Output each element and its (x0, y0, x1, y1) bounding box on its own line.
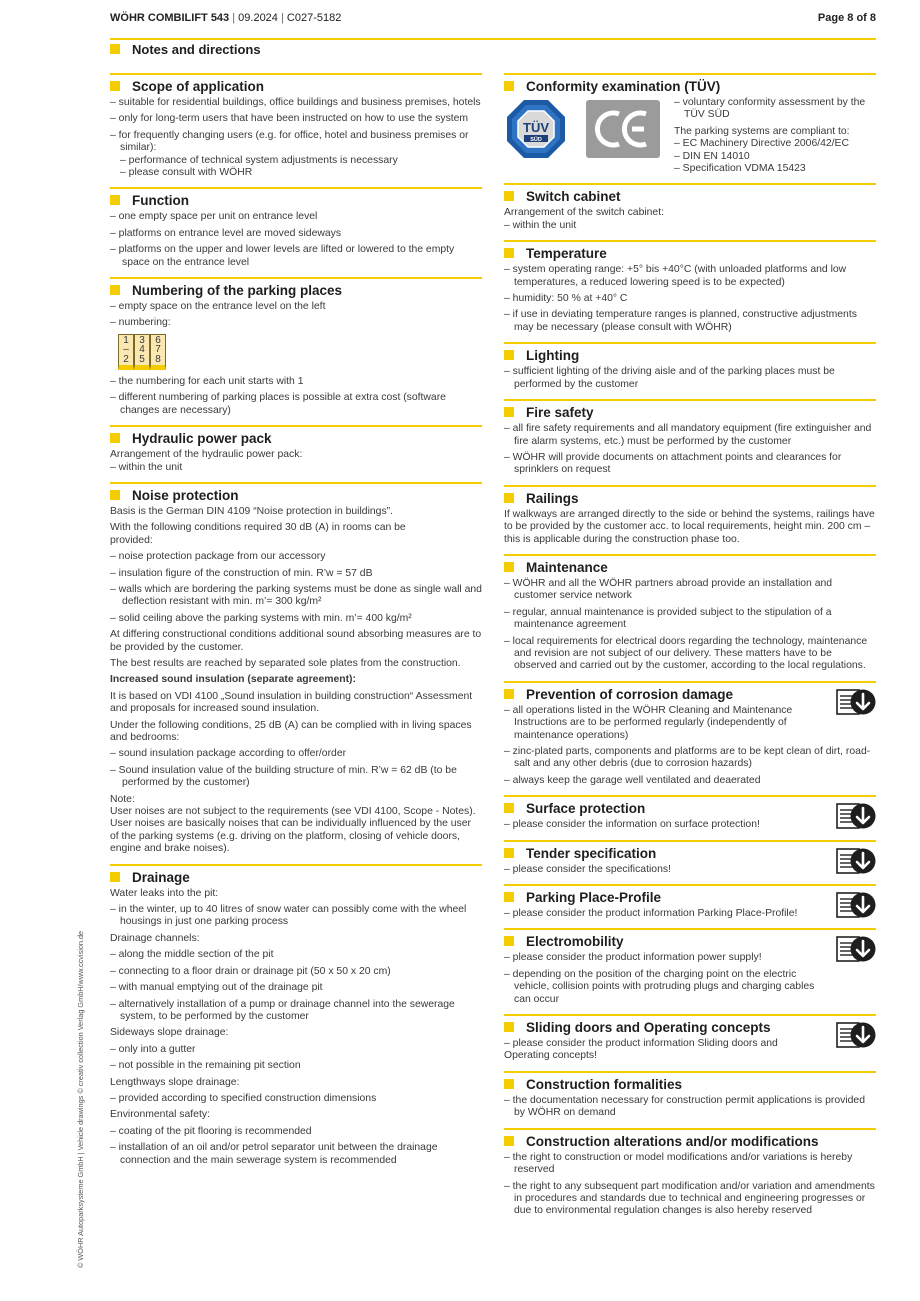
section-heading: Parking Place-Profile (504, 889, 876, 906)
section-noise (110, 482, 482, 856)
product-name: WÖHR COMBILIFT 543 (110, 12, 230, 24)
group-label: Water leaks into the pit: (110, 887, 219, 899)
document-download-icon[interactable] (836, 847, 876, 875)
list-item: – solid ceiling above the parking systems with min. m’= 400 kg/m² (110, 612, 412, 624)
tuv-sud-logo-icon (506, 99, 566, 159)
document-download-icon[interactable] (836, 891, 876, 919)
section-temperature (504, 240, 876, 334)
list-item: – the right to any subsequent part modification and/or variation and amendments in procedures and standards due to technical and engineering progresses or due to environmental regulation changes is also hereby reserved (504, 1180, 875, 1217)
yellow-square-icon (504, 407, 514, 417)
document-download-icon[interactable] (836, 802, 876, 830)
section-heading: Construction alterations and/or modifications (504, 1133, 876, 1150)
list-item: – DIN EN 14010 (674, 150, 750, 162)
parking-unit-cell: 3 4 5 (134, 334, 150, 370)
section-construction-formalities (504, 1071, 876, 1120)
list-item: – insulation figure of the construction of min. R’w = 57 dB (110, 567, 373, 579)
list-item: – with manual emptying out of the drainage pit (110, 982, 323, 994)
svg-text:TÜV: TÜV (523, 120, 549, 135)
doc-date: 09.2024 (238, 12, 278, 24)
list-item: – installation of an oil and/or petrol separator unit between the drainage connection and the main sewerage system is recommended (110, 1142, 438, 1166)
yellow-square-icon (504, 689, 514, 699)
list-item: – sufficient lighting of the driving aisle and of the parking places must be performed by the customer (504, 366, 835, 390)
list-item: – connecting to a floor drain or drainage pit (50 x 50 x 20 cm) (110, 965, 391, 977)
header-divider (110, 38, 876, 40)
section-switch-cabinet (504, 183, 876, 232)
section-heading: Conformity examination (TÜV) (504, 78, 876, 95)
list-item: – empty space on the entrance level on the left (110, 301, 326, 313)
list-item: – humidity: 50 % at +40° C (504, 293, 628, 305)
yellow-square-icon (504, 803, 514, 813)
section-lighting (504, 342, 876, 391)
section-heading: Function (110, 192, 482, 209)
list-item: – if use in deviating temperature ranges is planned, constructive adjustments may be necessary (please consult with WÖHR) (504, 309, 857, 333)
parking-unit-cell: 1 – 2 (118, 334, 134, 370)
list-item: – provided according to specified construction dimensions (110, 1092, 377, 1104)
paragraph: Basis is the German DIN 4109 “Noise protection in buildings”. (110, 505, 393, 517)
section-numbering (110, 277, 482, 417)
doc-number: C027-5182 (286, 12, 342, 24)
list-item: – only for long-term users that have been instructed on how to use the system (110, 113, 469, 125)
list-item: – please consider the specifications! (504, 863, 671, 875)
yellow-square-icon (110, 195, 120, 205)
list-item: – Specification VDMA 15423 (674, 163, 806, 175)
list-item: – zinc-plated parts, components and platforms are to be kept clean of dirt, road-salt and any other debris (due to corrosion hazards) (504, 746, 871, 770)
section-heading: Railings (504, 490, 876, 507)
paragraph: Under the following conditions, 25 dB (A) can be complied with in living spaces and bedrooms: (110, 719, 472, 743)
section-conformity (504, 73, 876, 175)
paragraph: The best results are reached by separated sole plates from the construction. (110, 657, 461, 669)
list-item: – platforms on entrance level are moved sideways (110, 227, 342, 239)
section-heading: Drainage (110, 869, 482, 886)
note-label: Note: (110, 793, 135, 805)
list-item: – the documentation necessary for construction permit applications is provided by WÖHR on demand (504, 1094, 865, 1119)
list-subitem: – performance of technical system adjustments is necessary (120, 154, 398, 166)
list-item: – depending on the position of the charging point on the electric vehicle, collision points with protruding plugs and charging cables can occur (504, 968, 815, 1005)
group-label: Environmental safety: (110, 1109, 210, 1121)
section-parking-place-profile (504, 884, 876, 920)
yellow-square-icon (504, 562, 514, 572)
paragraph: At differing constructional conditions additional sound absorbing measures are to be provided by the customer. (110, 629, 482, 653)
section-heading: Noise protection (110, 487, 482, 504)
list-item: – all fire safety requirements and all mandatory equipment (fire extinguisher and fire alarm systems, etc.) must be performed by the customer (504, 423, 872, 447)
paragraph: With the following conditions required 30 dB (A) in rooms can be provided: (110, 522, 406, 546)
list-item: – WÖHR will provide documents on attachment points and clearances for sprinklers on request (504, 451, 842, 476)
svg-text:SÜD: SÜD (530, 137, 542, 143)
yellow-square-icon (504, 350, 514, 360)
list-item: – the numbering for each unit starts with 1 (110, 375, 304, 387)
list-item: – for frequently changing users (e.g. for office, hotel and business premises or similar): (110, 129, 469, 154)
list-item: – along the middle section of the pit (110, 949, 274, 961)
page-title (110, 42, 261, 57)
list-item: – WÖHR and all the WÖHR partners abroad provide an installation and customer service network (504, 577, 833, 602)
yellow-square-icon (504, 1136, 514, 1146)
section-heading: Hydraulic power pack (110, 430, 482, 447)
section-fire-safety (504, 399, 876, 477)
yellow-square-icon (504, 892, 514, 902)
list-item: – only into a gutter (110, 1043, 196, 1055)
section-railings (504, 485, 876, 546)
section-heading: Fire safety (504, 404, 876, 421)
yellow-square-icon (110, 872, 120, 882)
document-download-icon[interactable] (836, 1021, 876, 1049)
paragraph: It is based on VDI 4100 „Sound insulation in building construction“ Assessment and proposals for increased sound insulation. (110, 690, 473, 715)
section-heading: Tender specification (504, 845, 876, 862)
paragraph: – within the unit (110, 461, 183, 473)
list-item: – system operating range: +5° bis +40°C (with unloaded platforms and low temperatures, a reduced lowering speed is to be expected) (504, 264, 847, 288)
section-hydraulic (110, 425, 482, 474)
yellow-square-icon (504, 1022, 514, 1032)
list-subitem: – please consult with WÖHR (120, 167, 253, 179)
yellow-square-icon (110, 433, 120, 443)
list-item: – platforms on the upper and lower levels are lifted or lowered to the empty space on the entrance level (110, 244, 455, 268)
paragraph: Arrangement of the switch cabinet: (504, 207, 664, 219)
list-item: – different numbering of parking places is possible at extra cost (software changes are necessary) (110, 392, 446, 416)
page-number: Page 8 of 8 (817, 12, 876, 24)
right-column (504, 73, 876, 1226)
ce-mark-logo-icon (586, 100, 660, 158)
list-item: – Sound insulation value of the building structure of min. R’w = 62 dB (to be performed by the customer) (110, 764, 457, 789)
yellow-square-icon (504, 936, 514, 946)
section-tender-specification (504, 840, 876, 876)
paragraph: If walkways are arranged directly to the side or behind the systems, railings have to be provided by the customer acc. to local requirements, height min. 200 cm – this is applicable during the construction phase too. (504, 508, 875, 545)
section-heading: Numbering of the parking places (110, 282, 482, 299)
yellow-square-icon (110, 285, 120, 295)
list-item: – please consider the product information power supply! (504, 952, 762, 964)
section-heading: Temperature (504, 245, 876, 262)
list-item: – sound insulation package according to offer/order (110, 748, 347, 760)
page-header (110, 12, 876, 28)
section-scope (110, 73, 482, 179)
list-item: – suitable for residential buildings, office buildings and business premises, hotels (110, 97, 481, 108)
section-heading: Scope of application (110, 78, 482, 95)
section-construction-alterations (504, 1128, 876, 1218)
list-item: – voluntary conformity assessment by the TÜV SÜD (674, 97, 866, 121)
subheading: Increased sound insulation (separate agreement): (110, 674, 356, 686)
section-drainage (110, 864, 482, 1167)
section-heading: Construction formalities (504, 1076, 876, 1093)
section-heading: Sliding doors and Operating concepts (504, 1019, 876, 1036)
list-item: – numbering: (110, 317, 171, 329)
section-sliding-doors (504, 1014, 876, 1063)
section-heading: Switch cabinet (504, 188, 876, 205)
group-label: Lengthways slope drainage: (110, 1076, 240, 1088)
yellow-square-icon (504, 248, 514, 258)
list-item: – all operations listed in the WÖHR Cleaning and Maintenance Instructions are to be performed regularly (independently of maintenance operations) (504, 704, 793, 741)
yellow-square-icon (504, 191, 514, 201)
page-title-text: Notes and directions (132, 42, 261, 57)
yellow-square-icon (110, 81, 120, 91)
document-download-icon[interactable] (836, 935, 876, 963)
list-item: – in the winter, up to 40 litres of snow water can possibly come with the wheel housings in just one parking process (110, 904, 467, 928)
list-item: – local requirements for electrical doors regarding the technology, maintenance and revision are not subject of our delivery. These matters have to be observed and carried out by the customer, according to the local regulations. (504, 635, 868, 672)
group-label: Drainage channels: (110, 932, 200, 944)
list-item: – not possible in the remaining pit section (110, 1060, 301, 1072)
list-item: – the right to construction or model modifications and/or variations is hereby reserved (504, 1151, 853, 1176)
section-maintenance (504, 554, 876, 673)
list-item: – EC Machinery Directive 2006/42/EC (674, 138, 849, 150)
section-corrosion (504, 681, 876, 787)
yellow-square-icon (504, 81, 514, 91)
yellow-square-icon (110, 490, 120, 500)
paragraph: The parking systems are compliant to: (674, 125, 850, 137)
paragraph: – within the unit (504, 219, 577, 231)
list-item: – always keep the garage well ventilated and deaerated (504, 774, 761, 786)
note-text: User noises are not subject to the requirements (see VDI 4100, Scope - Notes). User noises are basically noises that can be individually influenced by the user of the parking systems (e.g. driving on the platform, closing of vehicle doors, engine and brake noises). (110, 806, 476, 855)
yellow-square-icon (110, 44, 120, 54)
section-heading: Maintenance (504, 559, 876, 576)
copyright-credit: © WÖHR Autoparksysteme GmbH | Vehicle drawings © creativ collection Verlag GmbH/www.ccvision.de (76, 930, 85, 1268)
section-function (110, 187, 482, 269)
section-surface-protection (504, 795, 876, 831)
list-item: – noise protection package from our accessory (110, 551, 326, 563)
list-item: – coating of the pit flooring is recommended (110, 1125, 312, 1137)
list-item: – please consider the information on surface protection! (504, 819, 760, 831)
list-item: – regular, annual maintenance is provided subject to the stipulation of a maintenance agreement (504, 606, 832, 631)
section-electromobility (504, 928, 876, 1006)
section-heading: Prevention of corrosion damage (504, 686, 876, 703)
parking-numbering-diagram (118, 334, 482, 370)
left-column (110, 73, 482, 1175)
list-item: – please consider the product information Parking Place-Profile! (504, 908, 798, 920)
section-heading: Surface protection (504, 800, 876, 817)
section-heading: Electromobility (504, 933, 876, 950)
yellow-square-icon (504, 848, 514, 858)
yellow-square-icon (504, 493, 514, 503)
section-heading: Lighting (504, 347, 876, 364)
document-download-icon[interactable] (836, 688, 876, 716)
paragraph: Arrangement of the hydraulic power pack: (110, 449, 303, 461)
separator: | (232, 12, 239, 24)
list-item: – alternatively installation of a pump or drainage channel into the sewerage system, to be performed by the customer (110, 998, 455, 1022)
separator: | (280, 12, 287, 24)
list-item: – walls which are bordering the parking systems must be done as single wall and deflection resistant with min. m’= 300 kg/m² (110, 583, 482, 608)
yellow-square-icon (504, 1079, 514, 1089)
group-label: Sideways slope drainage: (110, 1027, 229, 1039)
parking-unit-cell: 6 7 8 (150, 334, 166, 370)
list-item: – please consider the product information Sliding doors and Operating concepts! (504, 1038, 778, 1062)
list-item: – one empty space per unit on entrance level (110, 211, 318, 223)
